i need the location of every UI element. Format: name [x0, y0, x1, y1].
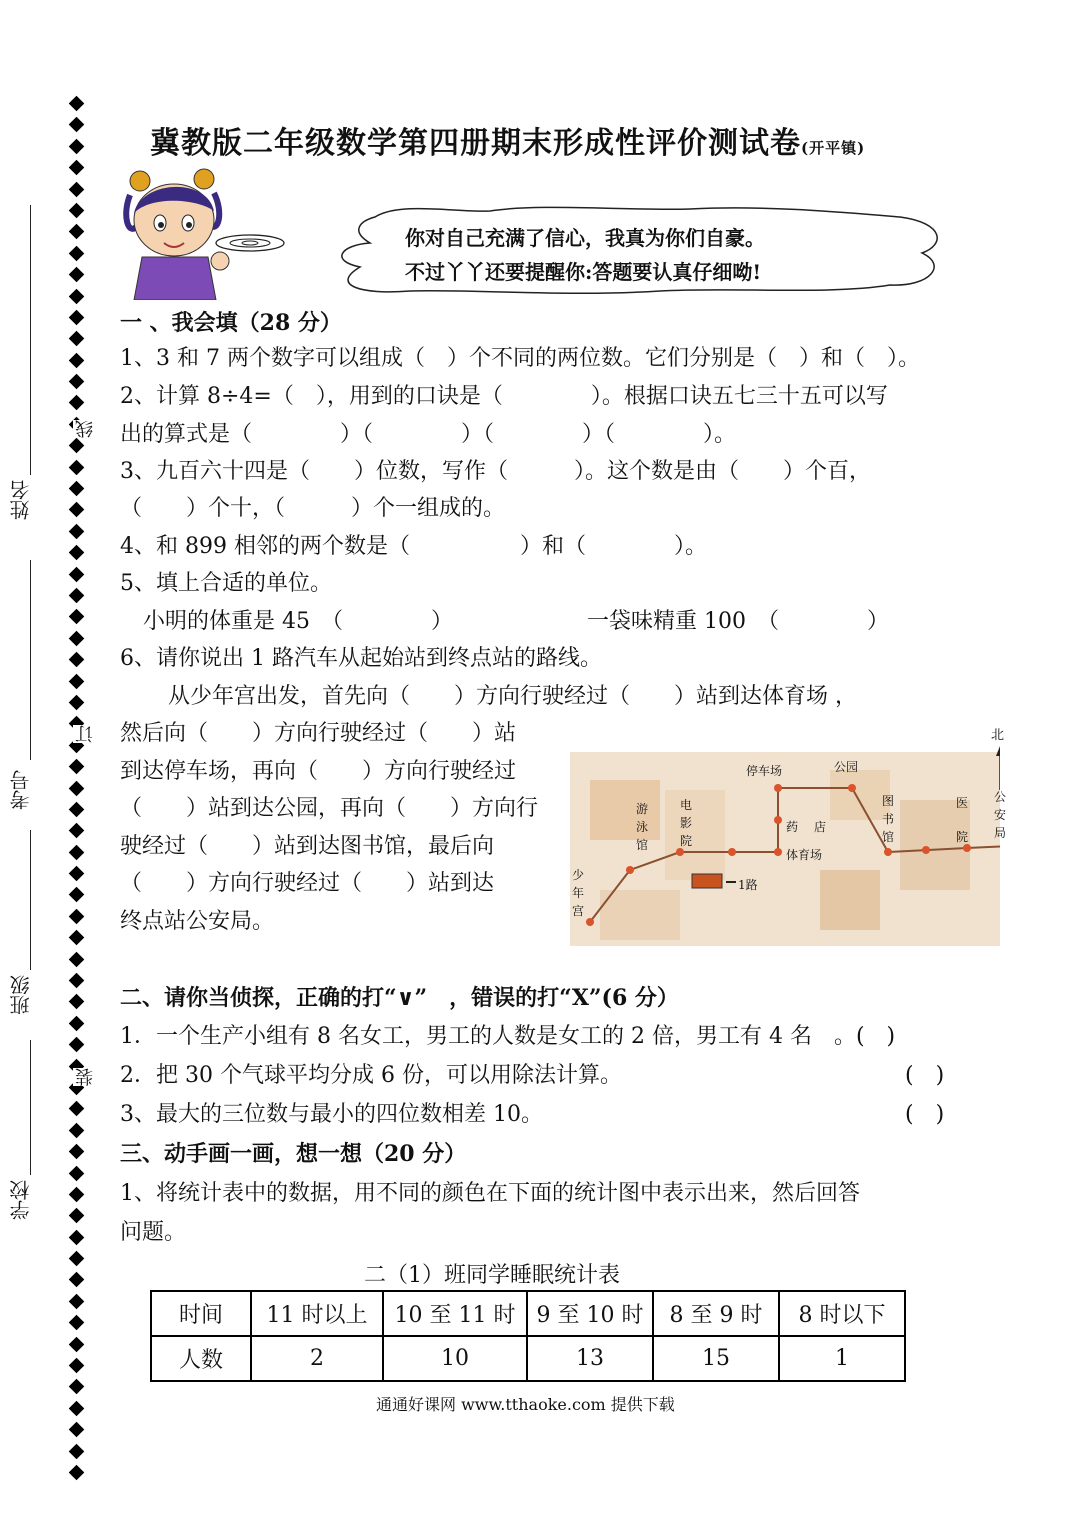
- map-cinema-label: 电影院: [680, 798, 693, 848]
- map-park-label: 公园: [834, 760, 859, 774]
- s1-question-6a: 从少年宫出发，首先向（ ）方向行驶经过（ ）站到达体育场 ，: [168, 684, 857, 709]
- s1-question-3b: （ ）个十，（ ）个一组成的。: [120, 496, 506, 521]
- footer-credit: 通通好课网 www.tthaoke.com 提供下载: [376, 1395, 675, 1414]
- binding-diamond-border: [66, 98, 88, 1488]
- s2-answer-blank-3[interactable]: ( ): [905, 1102, 945, 1127]
- binding-mark-ding: 订: [73, 725, 99, 743]
- s1-question-5: 5、填上合适的单位。: [120, 571, 332, 596]
- map-police-label: 公安局: [994, 790, 1007, 840]
- table-cell: 13: [527, 1336, 653, 1381]
- s1-question-6g: 终点站公安局。: [120, 909, 275, 934]
- binding-mark-zhuang: 装: [73, 1068, 99, 1086]
- exam-no-blank-line[interactable]: [30, 560, 31, 760]
- table-header-row: [151, 1291, 905, 1336]
- section1-heading: 一 、我会填（28 分）: [120, 310, 342, 336]
- s1-question-1: 1、3 和 7 两个数字可以组成（ ）个不同的两位数。它们分别是（ ）和（ ）。: [120, 346, 920, 371]
- s1-question-6: 6、请你说出 1 路汽车从起始站到终点站的路线。: [120, 646, 602, 671]
- table-cell: 15: [653, 1336, 779, 1381]
- table-header-cell: 8 至 9 时: [653, 1291, 779, 1336]
- s1-question-6c: 到达停车场，再向（ ）方向行驶经过: [120, 759, 517, 784]
- s1-question-6d: （ ）站到达公园，再向（ ）方向行: [120, 796, 539, 821]
- s3-question-1b: 问题。: [120, 1220, 187, 1245]
- s1-question-6f: （ ）方向行驶经过（ ）站到达: [120, 871, 495, 896]
- bus-route-map: [570, 728, 1007, 946]
- school-blank-line[interactable]: [30, 1040, 31, 1175]
- page-title: [150, 118, 865, 162]
- name-blank-line[interactable]: [30, 205, 31, 475]
- table-row-label: 人数: [151, 1336, 251, 1381]
- route-map-drawing: [570, 740, 1000, 946]
- exam-no-label: 考号: [9, 770, 33, 810]
- table-row: [151, 1336, 905, 1381]
- map-north-label: 北: [991, 728, 1005, 743]
- table-cell: 1: [779, 1336, 905, 1381]
- s1-question-6e: 驶经过（ ）站到达图书馆，最后向: [120, 834, 495, 859]
- map-library-label: 图书馆: [882, 794, 895, 844]
- map-hospital-label: 医院: [956, 796, 969, 844]
- map-parking-label: 停车场: [746, 764, 783, 778]
- table-header-cell: 9 至 10 时: [527, 1291, 653, 1336]
- s1-question-5b: 一袋味精重 100 （ ）: [587, 609, 889, 634]
- s3-question-1a: 1、将统计表中的数据，用不同的颜色在下面的统计图中表示出来，然后回答: [120, 1181, 860, 1206]
- s1-question-5a: 小明的体重是 45 （ ）: [143, 609, 453, 634]
- table-header-cell: 8 时以下: [779, 1291, 905, 1336]
- map-pharmacy-label: 药店: [786, 820, 843, 834]
- bubble-line-1: 你对自己充满了信心，我真为你们自豪。: [405, 226, 765, 250]
- s2-answer-blank-2[interactable]: ( ): [905, 1063, 945, 1088]
- table-cell: 10: [383, 1336, 527, 1381]
- map-route-label: 1路: [738, 878, 758, 892]
- table-header-cell: 11 时以上: [251, 1291, 383, 1336]
- table-header-cell: 时间: [151, 1291, 251, 1336]
- s1-question-6b: 然后向（ ）方向行驶经过（ ）站: [120, 721, 517, 746]
- class-label: 班级: [9, 975, 33, 1015]
- section3-heading: 三、动手画一画，想一想（20 分）: [120, 1141, 467, 1167]
- map-pool-label: 游泳馆: [636, 802, 649, 852]
- map-palace-label: 少年宫: [572, 868, 585, 918]
- class-blank-line[interactable]: [30, 830, 31, 970]
- s2-question-2: 2．把 30 个气球平均分成 6 份，可以用除法计算。: [120, 1063, 622, 1088]
- s2-question-1: 1．一个生产小组有 8 名女工，男工的人数是女工的 2 倍，男工有 4 名 。( ): [120, 1024, 896, 1049]
- title-text: 冀教版二年级数学第四册期末形成性评价测试卷: [150, 126, 801, 161]
- s1-question-3a: 3、九百六十四是（ ）位数，写作（ ）。这个数是由（ ）个百，: [120, 459, 871, 484]
- school-label: 学校: [9, 1180, 33, 1220]
- s2-question-3: 3、最大的三位数与最小的四位数相差 10。: [120, 1102, 543, 1127]
- s1-question-2b: 出的算式是（ ）（ ）（ ）（ ）。: [120, 422, 737, 447]
- stat-table-title: 二（1）班同学睡眠统计表: [364, 1263, 620, 1288]
- map-stadium-label: 体育场: [786, 848, 823, 862]
- binding-mark-xian: 线: [73, 420, 99, 438]
- s1-question-4: 4、和 899 相邻的两个数是（ ）和（ ）。: [120, 534, 707, 559]
- name-label: 姓名: [9, 480, 33, 520]
- s1-question-2a: 2、计算 8÷4=（ ），用到的口诀是（ ）。根据口诀五七三十五可以写: [120, 384, 888, 409]
- section2-heading: 二、请你当侦探，正确的打“∨” ，错误的打“X”(6 分）: [120, 985, 679, 1011]
- table-cell: 2: [251, 1336, 383, 1381]
- title-note: (开平镇): [801, 139, 866, 157]
- bubble-line-2: 不过丫丫还要提醒你:答题要认真仔细呦!: [405, 260, 762, 284]
- sleep-stat-table: [150, 1290, 906, 1382]
- table-header-cell: 10 至 11 时: [383, 1291, 527, 1336]
